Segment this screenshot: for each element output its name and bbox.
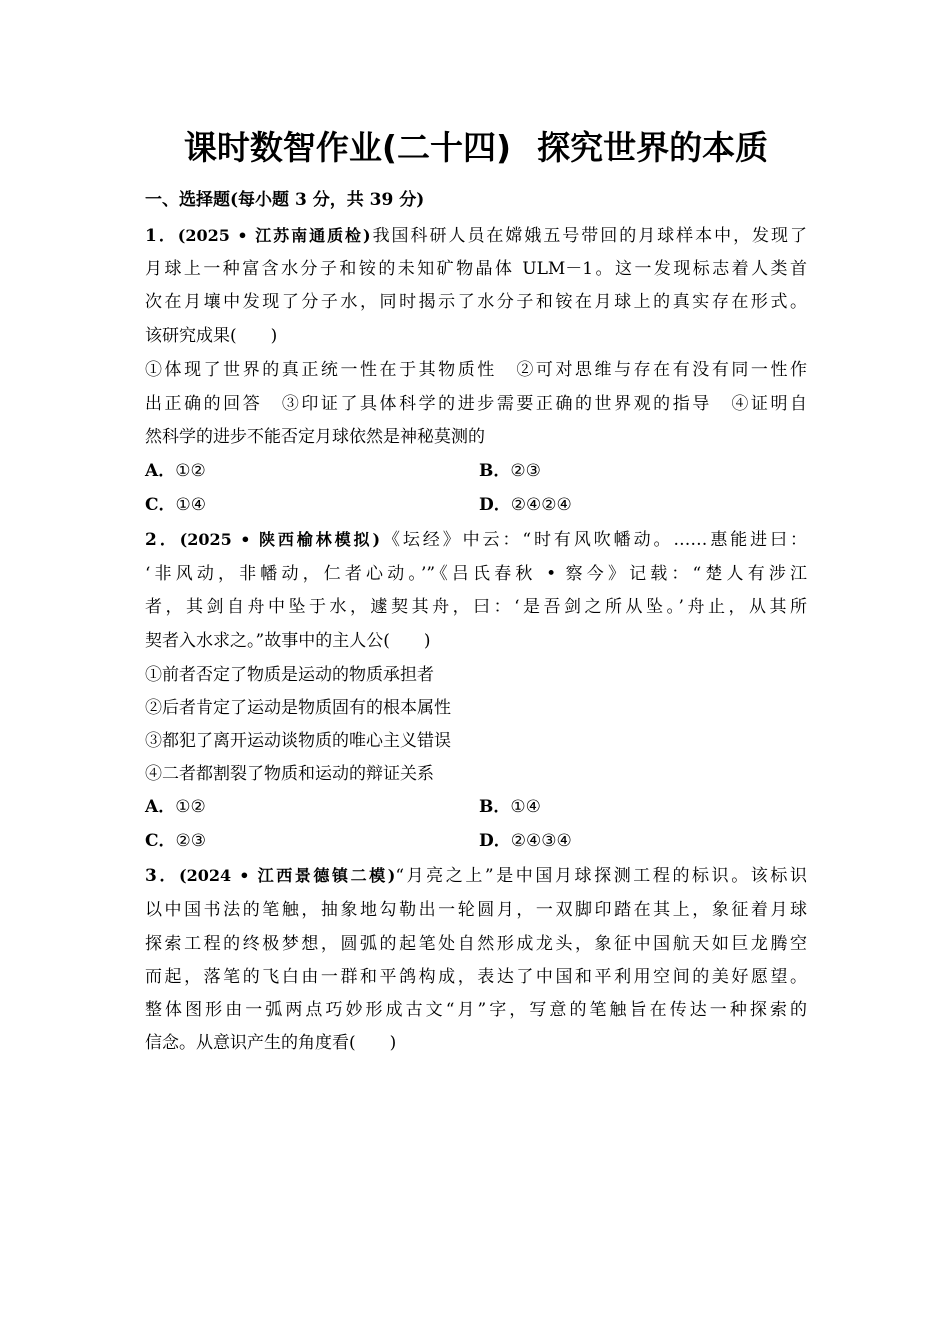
question-2-statement-2: ②后者肯定了运动是物质固有的根本属性 xyxy=(145,698,451,718)
question-2-source: (2025 • 陕西榆林模拟) xyxy=(179,530,381,549)
question-1-source: (2025 • 江苏南通质检) xyxy=(177,226,371,245)
option-d[interactable]: D．②④②④ xyxy=(479,495,572,515)
question-2-number: 2． xyxy=(145,530,180,550)
question-1-line-1: 1．(2025 • 江苏南通质检)我国科研人员在嫦娥五号带回的月球样本中，发现了 xyxy=(145,226,807,246)
option-c[interactable]: C．①④ xyxy=(145,495,207,515)
question-1-statement-line-2: 出正确的回答 ③印证了具体科学的进步需要正确的世界观的指导 ④证明自 xyxy=(145,394,807,414)
question-1-options-row-2 xyxy=(145,494,807,516)
question-1-line-2: 月球上一种富含水分子和铵的未知矿物晶体 ULM－1。这一发现标志着人类首 xyxy=(145,259,807,279)
question-2-line-3: 者，其剑自舟中坠于水，遽契其舟，曰：‘是吾剑之所从坠。’舟止，从其所 xyxy=(145,597,807,617)
option-c[interactable]: C．②③ xyxy=(145,831,207,851)
title-sub: 探究世界的本质 xyxy=(537,128,769,167)
option-a[interactable]: A．①② xyxy=(145,797,206,817)
question-1-options-row-1 xyxy=(145,460,807,482)
question-2-statement-3: ③都犯了离开运动谈物质的唯心主义错误 xyxy=(145,731,451,751)
option-a[interactable]: A．①② xyxy=(145,461,206,481)
page-title xyxy=(145,128,807,168)
question-3-line-5: 整体图形由一弧两点巧妙形成古文“月”字，写意的笔触旨在传达一种探索的 xyxy=(145,1000,807,1020)
question-1-statement-line-3: 然科学的进步不能否定月球依然是神秘莫测的 xyxy=(145,427,485,447)
question-1-line-4: 该研究成果( ) xyxy=(145,326,278,346)
question-1-number: 1． xyxy=(145,226,178,246)
question-2-options-row-2 xyxy=(145,830,807,852)
question-3-line-1: 3．(2024 • 江西景德镇二模)“月亮之上”是中国月球探测工程的标识。该标识 xyxy=(145,866,807,886)
question-2-statement-1: ①前者否定了物质是运动的物质承担者 xyxy=(145,665,434,685)
question-2-line-2: ‘非风动，非幡动，仁者心动。’”《吕氏春秋 • 察今》记载：“楚人有涉江 xyxy=(145,564,807,584)
question-3-source: (2024 • 江西景德镇二模) xyxy=(179,866,396,885)
question-1-line-3: 次在月壤中发现了分子水，同时揭示了水分子和铵在月球上的真实存在形式。 xyxy=(145,292,807,312)
question-1-statement-line-1: ①体现了世界的真正统一性在于其物质性 ②可对思维与存在有没有同一性作 xyxy=(145,360,807,380)
option-b[interactable]: B．②③ xyxy=(479,461,541,481)
title-main: 课时数智作业(二十四) xyxy=(183,128,512,167)
question-2-line-4: 契者入水求之。”故事中的主人公( ) xyxy=(145,631,431,651)
question-3-line-6: 信念。从意识产生的角度看( ) xyxy=(145,1033,397,1053)
question-2-line-1: 2．(2025 • 陕西榆林模拟)《坛经》中云：“时有风吹幡动。……惠能进曰： xyxy=(145,530,807,550)
question-2-options-row-1 xyxy=(145,796,807,818)
question-2-statement-4: ④二者都割裂了物质和运动的辩证关系 xyxy=(145,764,434,784)
section-heading: 一、选择题(每小题 3 分，共 39 分) xyxy=(145,190,425,210)
question-3-number: 3． xyxy=(145,866,179,886)
option-b[interactable]: B．①④ xyxy=(479,797,541,817)
question-3-line-3: 探索工程的终极梦想，圆弧的起笔处自然形成龙头，象征中国航天如巨龙腾空 xyxy=(145,934,807,954)
option-d[interactable]: D．②④③④ xyxy=(479,831,572,851)
question-3-line-2: 以中国书法的笔触，抽象地勾勒出一轮圆月，一双脚印踏在其上，象征着月球 xyxy=(145,900,807,920)
question-3-line-4: 而起，落笔的飞白由一群和平鸽构成，表达了中国和平利用空间的美好愿望。 xyxy=(145,967,807,987)
